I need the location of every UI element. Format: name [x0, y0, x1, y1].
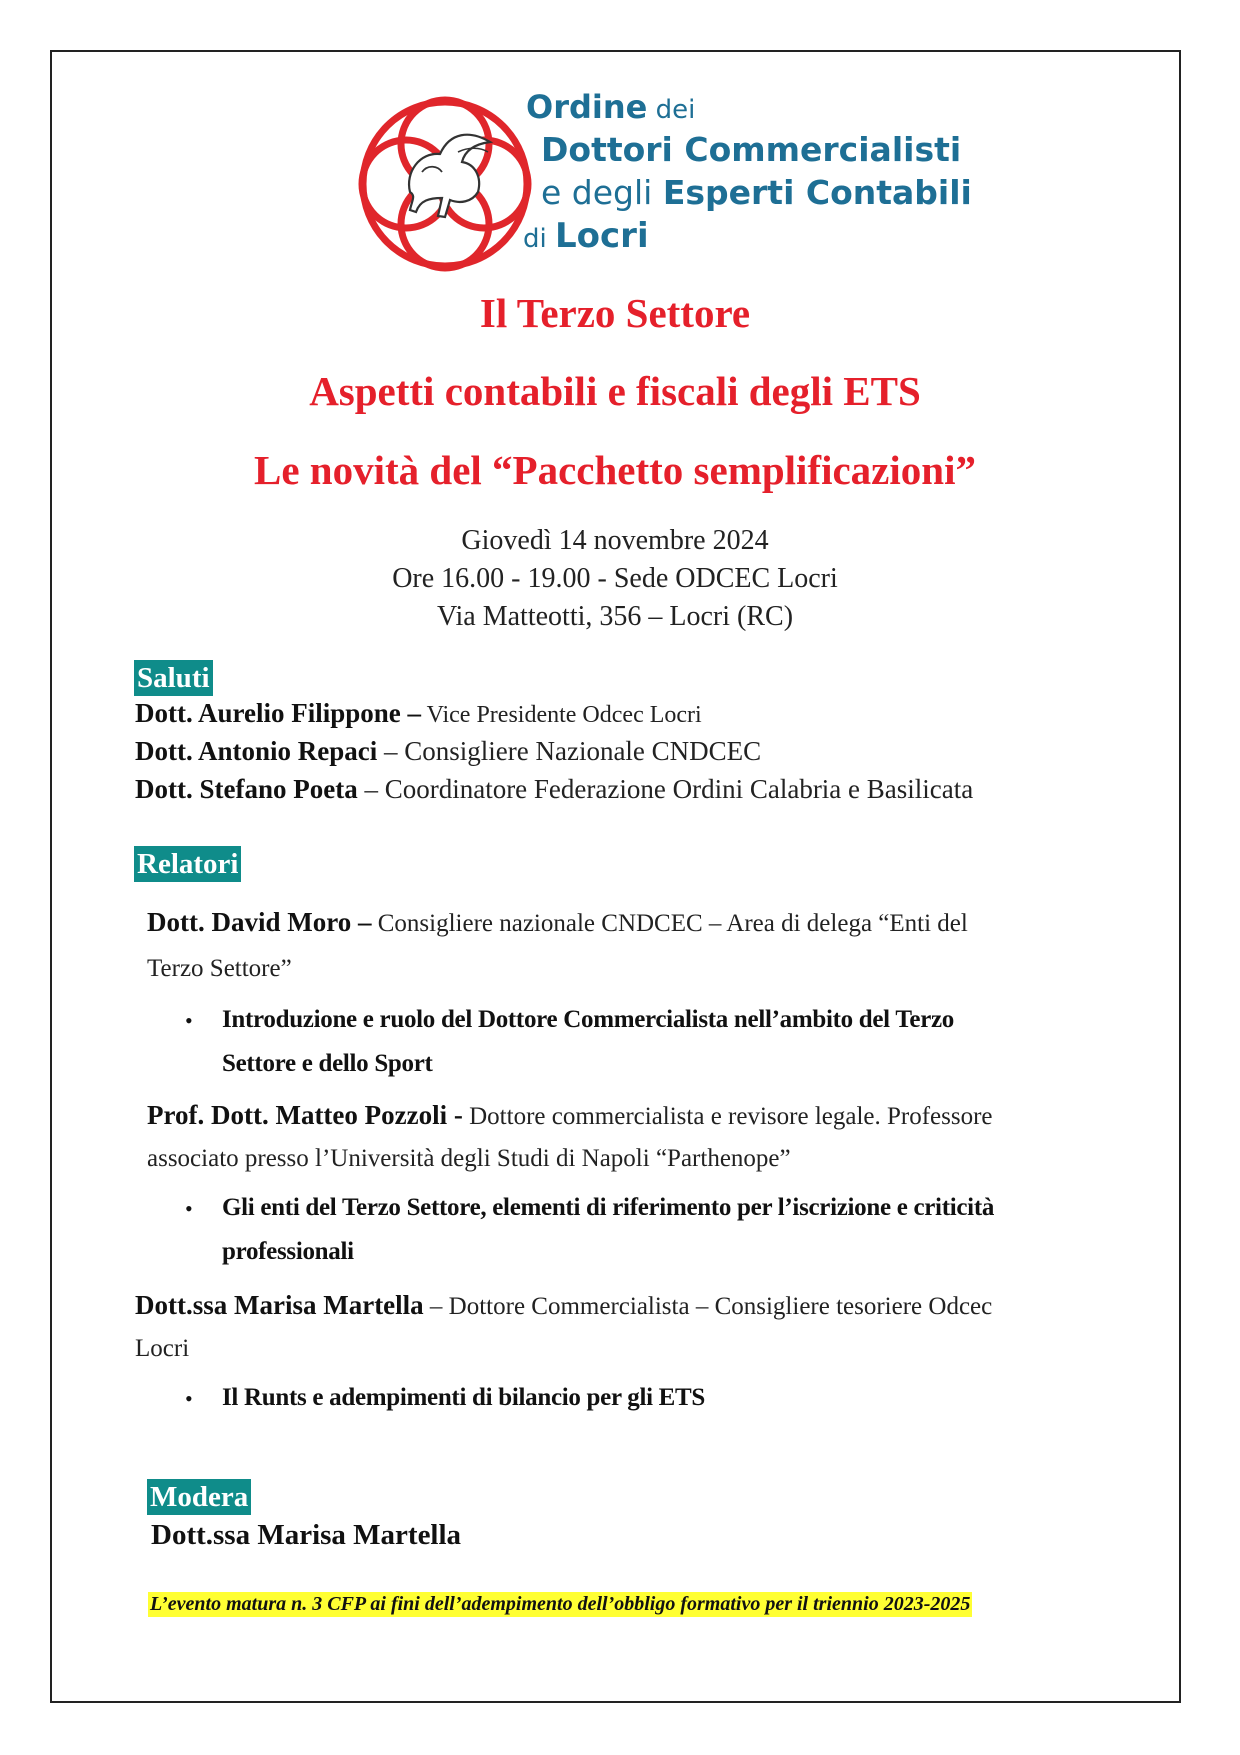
topic-item: Il Runts e adempimenti di bilancio per gli ETS: [222, 1384, 706, 1411]
speaker-role-cont: Locri: [135, 1335, 190, 1362]
event-address: Via Matteotti, 356 – Locri (RC): [436, 601, 794, 632]
cfp-note: L’evento matura n. 3 CFP ai fini dell’adempimento dell’obbligo formativo per il triennio 2023-2025: [150, 1593, 971, 1615]
section-label-saluti: Saluti: [134, 660, 213, 696]
topic-item: Gli enti del Terzo Settore, elementi di riferimento per l’iscrizione e criticità: [222, 1194, 995, 1221]
event-time-place: Ore 16.00 - 19.00 - Sede ODCEC Locri: [392, 563, 838, 594]
org-line-3: e degli Esperti Contabili: [541, 173, 972, 212]
speaker-entry: Prof. Dott. Matteo Pozzoli - Dottore commercialista e revisore legale. Professore: [147, 1100, 993, 1130]
org-line-1: Ordine dei: [526, 88, 696, 126]
event-title: Il Terzo Settore: [479, 290, 751, 336]
event-subtitle: Aspetti contabili e fiscali degli ETS: [309, 368, 921, 414]
pegasus-logo-icon: [350, 92, 540, 277]
saluti-item: Dott. Aurelio Filippone – Vice Presidente Odcec Locri: [135, 698, 702, 728]
bullet-icon: •: [185, 1008, 193, 1033]
event-subtitle-2: Le novità del “Pacchetto semplificazioni”: [254, 447, 976, 493]
topic-item: Introduzione e ruolo del Dottore Commercialista nell’ambito del Terzo: [222, 1006, 954, 1033]
speaker-role-cont: Terzo Settore”: [147, 955, 292, 982]
bullet-icon: •: [185, 1196, 193, 1221]
org-line-2: Dottori Commercialisti: [541, 130, 962, 169]
section-label-modera: Modera: [147, 1479, 251, 1515]
org-line-4: di Locri: [523, 216, 649, 256]
event-date: Giovedì 14 novembre 2024: [461, 525, 769, 556]
speaker-entry: Dott.ssa Marisa Martella – Dottore Commercialista – Consigliere tesoriere Odcec: [135, 1290, 993, 1320]
speaker-entry: Dott. David Moro – Consigliere nazionale CNDCEC – Area di delega “Enti del: [147, 907, 968, 937]
section-label-relatori: Relatori: [134, 846, 241, 882]
topic-item-cont: professionali: [222, 1238, 354, 1265]
moderator-name: Dott.ssa Marisa Martella: [151, 1519, 462, 1551]
saluti-item: Dott. Stefano Poeta – Coordinatore Federazione Ordini Calabria e Basilicata: [135, 774, 974, 804]
bullet-icon: •: [185, 1386, 193, 1411]
topic-item-cont: Settore e dello Sport: [222, 1050, 433, 1077]
speaker-role-cont: associato presso l’Università degli Studi di Napoli “Parthenope”: [147, 1145, 791, 1172]
saluti-item: Dott. Antonio Repaci – Consigliere Nazionale CNDCEC: [135, 736, 762, 766]
